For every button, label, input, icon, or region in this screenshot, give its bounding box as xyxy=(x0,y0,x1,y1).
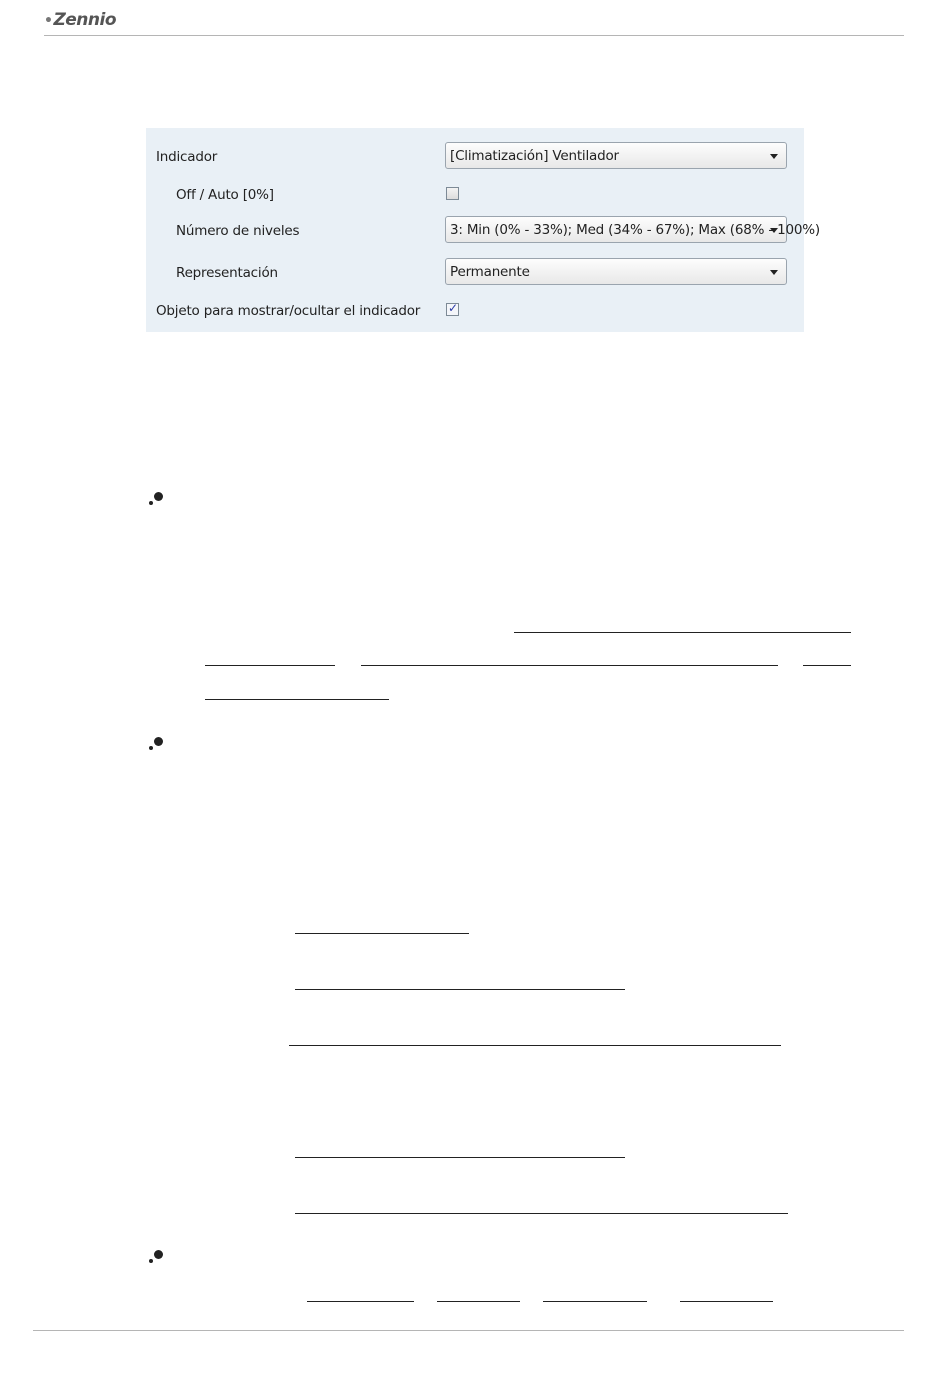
bullet-icon xyxy=(148,1250,166,1268)
link-underline xyxy=(803,665,851,666)
bullet-icon xyxy=(148,737,166,755)
indicador-label: Indicador xyxy=(156,149,218,165)
indicador-select-value: [Climatización] Ventilador xyxy=(450,148,619,164)
representacion-select[interactable] xyxy=(445,258,787,285)
link-underline xyxy=(289,1045,781,1046)
link-underline xyxy=(307,1301,414,1302)
chevron-down-icon xyxy=(770,228,778,233)
chevron-down-icon xyxy=(770,154,778,159)
link-underline xyxy=(295,1213,788,1214)
header-rule xyxy=(44,35,904,36)
footer-rule xyxy=(33,1330,904,1331)
check-icon: ✓ xyxy=(448,301,459,315)
objeto-checkbox[interactable] xyxy=(446,303,459,316)
objeto-label: Objeto para mostrar/ocultar el indicador xyxy=(156,303,421,319)
link-underline xyxy=(437,1301,520,1302)
off-auto-label: Off / Auto [0%] xyxy=(176,187,274,203)
off-auto-checkbox[interactable] xyxy=(446,187,459,200)
niveles-label: Número de niveles xyxy=(176,223,300,239)
representacion-label: Representación xyxy=(176,265,278,281)
indicador-select[interactable] xyxy=(445,142,787,169)
link-underline xyxy=(543,1301,647,1302)
zennio-logo: •Zennio xyxy=(44,10,117,30)
link-underline xyxy=(295,933,469,934)
chevron-down-icon xyxy=(770,270,778,275)
representacion-select-value: Permanente xyxy=(450,264,530,280)
link-underline xyxy=(295,989,625,990)
link-underline xyxy=(205,665,335,666)
parameter-panel xyxy=(146,128,820,332)
bullet-icon xyxy=(148,492,166,510)
link-underline xyxy=(514,632,851,633)
link-underline xyxy=(680,1301,773,1302)
link-underline xyxy=(295,1157,625,1158)
niveles-select-value: 3: Min (0% - 33%); Med (34% - 67%); Max (68% - 100%) xyxy=(450,222,820,238)
link-underline xyxy=(361,665,778,666)
logo-text: Zennio xyxy=(53,10,117,30)
niveles-select[interactable] xyxy=(445,216,820,243)
link-underline xyxy=(205,699,389,700)
